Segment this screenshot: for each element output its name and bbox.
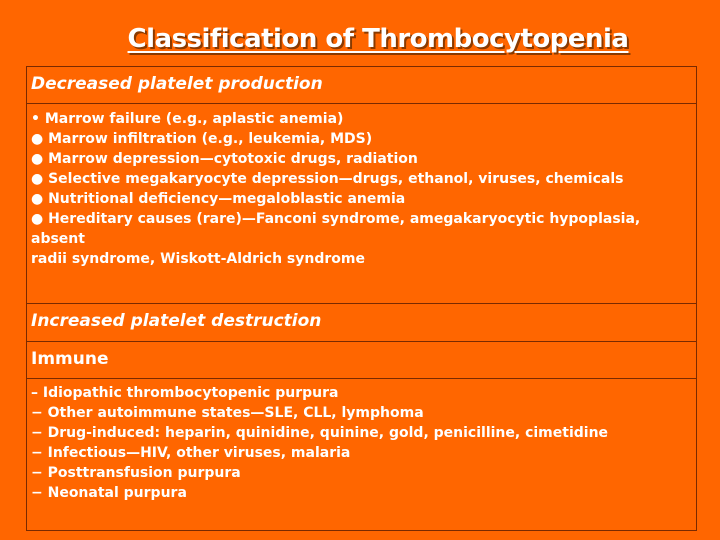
immune-item: − Posttransfusion purpura	[31, 465, 241, 481]
immune-item: – Idiopathic thrombocytopenic purpura	[31, 385, 339, 401]
destruction-heading: Increased platelet destruction	[31, 311, 322, 331]
production-item: ● Hereditary causes (rare)—Fanconi syndrome, amegakaryocytic hypoplasia,	[31, 211, 641, 227]
immune-item: − Infectious—HIV, other viruses, malaria	[31, 445, 351, 461]
production-causes-row	[27, 104, 696, 304]
immune-item: − Drug-induced: heparin, quinidine, quinine, gold, penicilline, cimetidine	[31, 425, 609, 441]
production-item: ● Marrow infiltration (e.g., leukemia, MDS)	[31, 131, 373, 147]
slide-title: Classification of Thrombocytopenia	[127, 24, 629, 54]
production-heading-row	[27, 67, 696, 104]
production-item: ● Marrow depression—cytotoxic drugs, radiation	[31, 151, 418, 167]
production-item: ● Selective megakaryocyte depression—drugs, ethanol, viruses, chemicals	[31, 171, 624, 187]
production-item: • Marrow failure (e.g., aplastic anemia)	[31, 111, 344, 127]
classification-table	[26, 66, 697, 531]
immune-item: − Other autoimmune states—SLE, CLL, lymphoma	[31, 405, 424, 421]
immune-item: − Neonatal purpura	[31, 485, 187, 501]
immune-causes-row	[27, 379, 696, 530]
immune-heading: Immune	[31, 349, 109, 369]
production-item: radii syndrome, Wiskott-Aldrich syndrome	[31, 251, 365, 267]
immune-heading-row	[27, 342, 696, 379]
production-item: absent	[31, 231, 85, 247]
production-heading: Decreased platelet production	[31, 74, 323, 94]
destruction-heading-row	[27, 304, 696, 342]
production-item: ● Nutritional deficiency—megaloblastic anemia	[31, 191, 406, 207]
